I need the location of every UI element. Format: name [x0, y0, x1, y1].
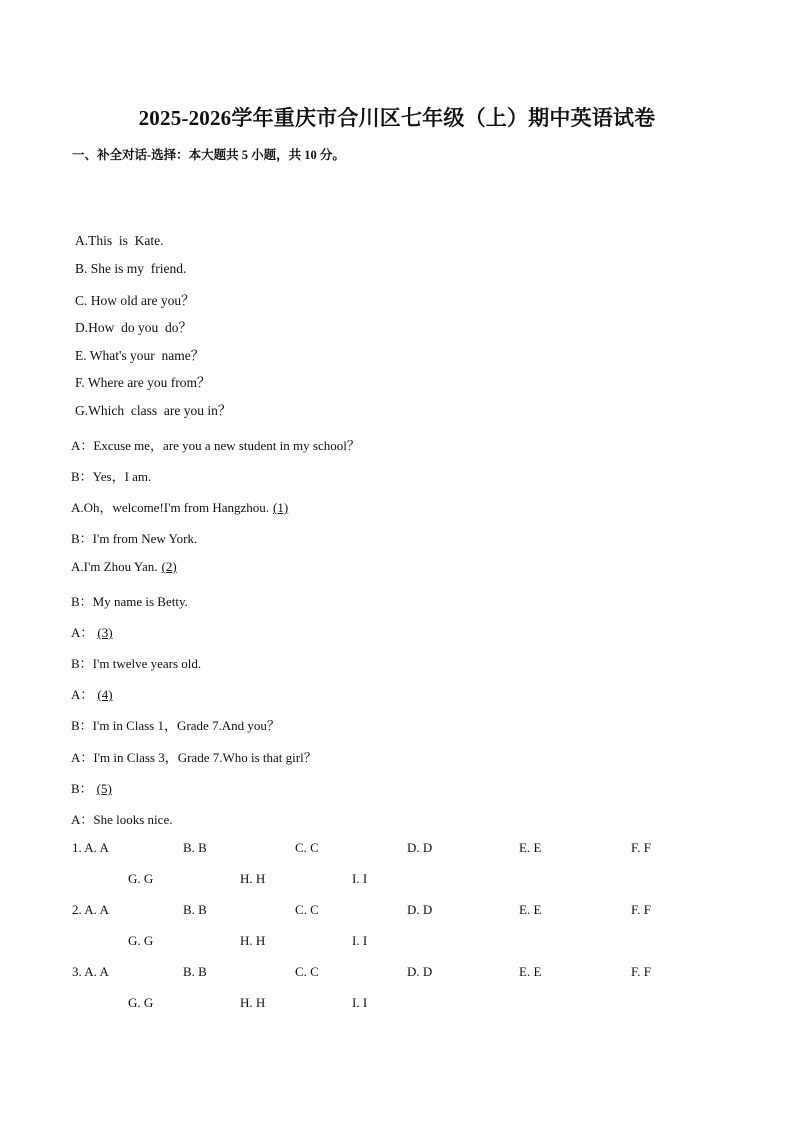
answer-blank: (4)	[97, 687, 113, 702]
choice-1-d[interactable]: D. D	[407, 840, 433, 855]
dialogue-text: A：	[71, 625, 94, 640]
dialogue-line	[71, 497, 288, 516]
dialogue-text: B：My name is Betty.	[71, 594, 188, 609]
choice-1-c[interactable]: C. C	[295, 840, 319, 855]
choice-3-g[interactable]: G. G	[128, 995, 154, 1010]
choice-3-b[interactable]: B. B	[183, 964, 207, 979]
dialogue-text: A：She looks nice.	[71, 812, 173, 827]
dialogue-line	[71, 435, 360, 454]
choice-2-b[interactable]: B. B	[183, 902, 207, 917]
dialogue-text: B：	[71, 781, 93, 796]
choice-2-h[interactable]: H. H	[240, 933, 266, 948]
choice-2-e[interactable]: E. E	[519, 902, 542, 917]
dialogue-text: A.I'm Zhou Yan.	[71, 559, 158, 574]
section-heading: 一、补全对话-选择：本大题共 5 小题，共 10 分。	[72, 148, 345, 162]
choice-1-g[interactable]: G. G	[128, 871, 154, 886]
option-g: G.Which class are you in？	[75, 403, 232, 418]
choice-2-f[interactable]: F. F	[631, 902, 651, 917]
choice-3-d[interactable]: D. D	[407, 964, 433, 979]
dialogue-line	[71, 778, 112, 797]
choice-3-h[interactable]: H. H	[240, 995, 266, 1010]
dialogue-line	[71, 747, 317, 766]
dialogue-line	[71, 622, 113, 641]
option-f: F. Where are you from？	[75, 375, 211, 390]
choice-3-i[interactable]: I. I	[352, 995, 368, 1010]
dialogue-text: B：Yes，I am.	[71, 469, 152, 484]
answer-blank: (2)	[161, 559, 177, 574]
choice-1-h[interactable]: H. H	[240, 871, 266, 886]
option-b: B. She is my friend.	[75, 261, 187, 276]
dialogue-line	[71, 528, 197, 547]
exam-title: 2025-2026学年重庆市合川区七年级（上）期中英语试卷	[138, 106, 656, 130]
choice-2-i[interactable]: I. I	[352, 933, 368, 948]
dialogue-line	[71, 809, 172, 828]
choice-3-a[interactable]: 3. A. A	[72, 964, 109, 979]
dialogue-line	[71, 559, 177, 575]
choice-3-e[interactable]: E. E	[519, 964, 542, 979]
choice-1-i[interactable]: I. I	[352, 871, 368, 886]
choice-1-a[interactable]: 1. A. A	[72, 840, 109, 855]
dialogue-line	[71, 653, 201, 672]
dialogue-text: A：I'm in Class 3，Grade 7.Who is that girl？	[71, 750, 317, 765]
choice-2-d[interactable]: D. D	[407, 902, 433, 917]
dialogue-text: B：I'm from New York.	[71, 531, 198, 546]
choice-3-c[interactable]: C. C	[295, 964, 319, 979]
choice-1-e[interactable]: E. E	[519, 840, 542, 855]
option-d: D.How do you do？	[75, 320, 192, 335]
choice-1-f[interactable]: F. F	[631, 840, 651, 855]
dialogue-line	[71, 466, 151, 485]
dialogue-text: A：Excuse me，are you a new student in my school？	[71, 438, 360, 453]
choice-1-b[interactable]: B. B	[183, 840, 207, 855]
dialogue-text: A.Oh，welcome!I'm from Hangzhou.	[71, 500, 270, 515]
answer-blank: (5)	[96, 781, 112, 796]
choice-2-g[interactable]: G. G	[128, 933, 154, 948]
answer-blank: (1)	[273, 500, 289, 515]
answer-blank: (3)	[97, 625, 113, 640]
choice-3-f[interactable]: F. F	[631, 964, 651, 979]
dialogue-text: A：	[71, 687, 94, 702]
option-e: E. What's your name？	[75, 348, 205, 363]
dialogue-line	[71, 715, 280, 734]
option-c: C. How old are you？	[75, 293, 195, 308]
dialogue-text: B：I'm twelve years old.	[71, 656, 202, 671]
dialogue-line	[71, 684, 113, 703]
choice-2-a[interactable]: 2. A. A	[72, 902, 109, 917]
dialogue-text: B：I'm in Class 1，Grade 7.And you？	[71, 718, 280, 733]
dialogue-line	[71, 591, 188, 610]
option-a: A.This is Kate.	[75, 233, 164, 248]
choice-2-c[interactable]: C. C	[295, 902, 319, 917]
